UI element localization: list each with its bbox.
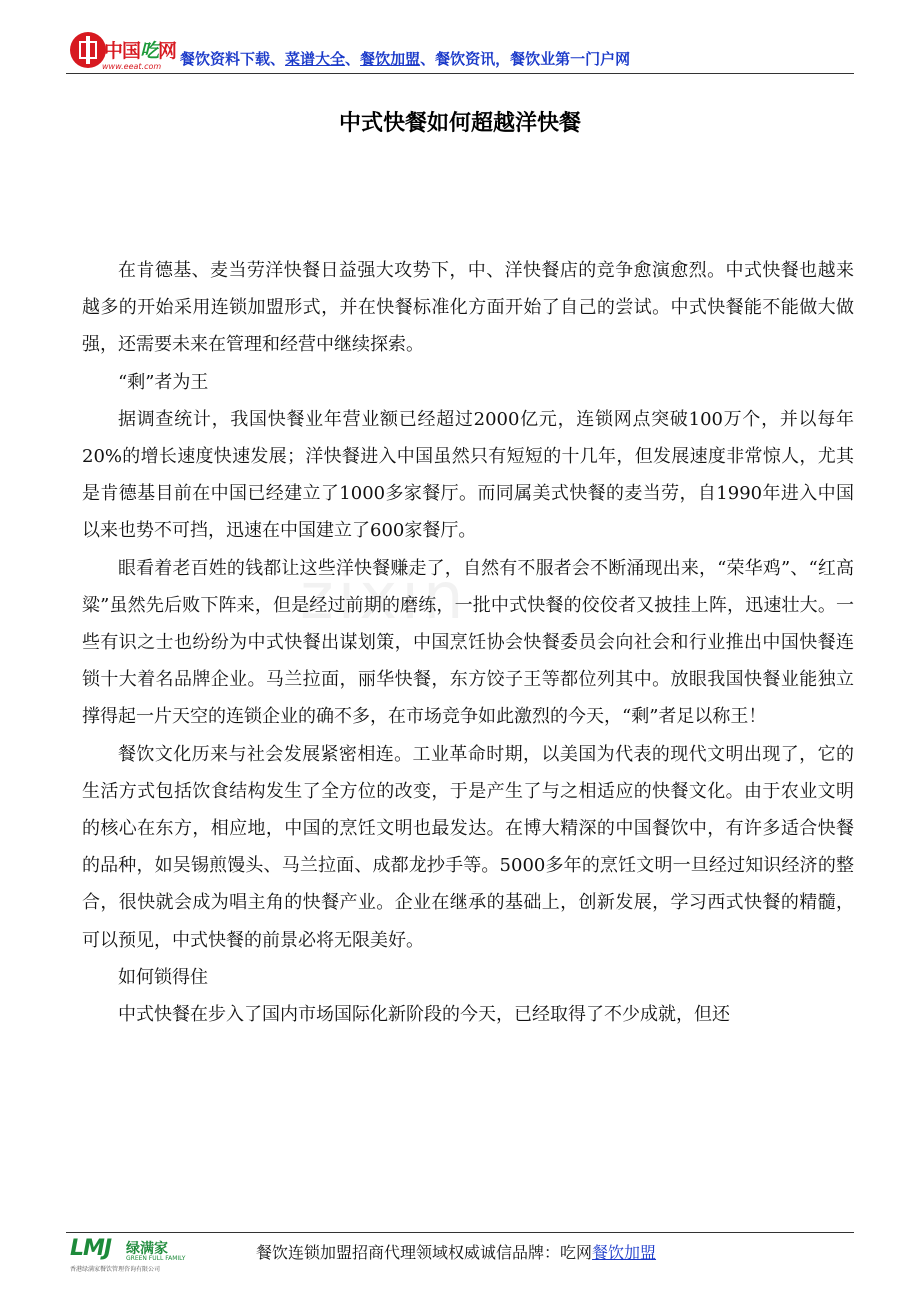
footer-logo-cn: 绿满家 bbox=[126, 1241, 168, 1257]
footer-logo-en: GREEN FULL FAMILY bbox=[126, 1255, 186, 1262]
footer-logo-company: 香港绿满家餐饮管理咨询有限公司 bbox=[70, 1266, 161, 1273]
footer-text bbox=[256, 1240, 656, 1263]
header-divider bbox=[66, 73, 854, 74]
footer-divider bbox=[66, 1232, 854, 1233]
footer-link-franchise[interactable]: 餐饮加盟 bbox=[592, 1243, 657, 1262]
document-title: 中式快餐如何超越洋快餐 bbox=[338, 111, 581, 136]
header-separator: 、 bbox=[345, 50, 361, 68]
header-nav-links bbox=[180, 48, 630, 69]
paragraph: 在肯德基、麦当劳洋快餐日益强大攻势下，中、洋快餐店的竞争愈演愈烈。中式快餐也越来越多的开始采用连锁加盟形式，并在快餐标准化方面开始了自己的尝试。中式快餐能不能做大做强，还需要未来在管理和经营中继续探索。 bbox=[82, 260, 854, 356]
section-heading: 如何锁得住 bbox=[118, 966, 208, 988]
header-link-recipes[interactable]: 菜谱大全 bbox=[285, 50, 346, 68]
paragraph: 餐饮文化历来与社会发展紧密相连。工业革命时期，以美国为代表的现代文明出现了，它的生活方式包括饮食结构发生了全方位的改变，于是产生了与之相适应的快餐文化。由于农业文明的核心在东方，相应地，中国的烹饪文明也最发达。在博大精深的中国餐饮中，有许多适合快餐的品种，如吴锡煎馒头、马兰拉面、成都龙抄手等。5000多年的烹饪文明一旦经过知识经济的整合，很快就会成为唱主角的快餐产业。企业在继承的基础上，创新发展，学习西式快餐的精髓，可以预见，中式快餐的前景必将无限美好。 bbox=[82, 743, 854, 951]
page-header bbox=[66, 24, 854, 74]
document-body bbox=[82, 252, 854, 1033]
section-heading: “剩”者为王 bbox=[118, 371, 209, 393]
paragraph: 中式快餐在步入了国内市场国际化新阶段的今天，已经取得了不少成就，但还 bbox=[118, 1004, 730, 1026]
footer-tagline: 餐饮连锁加盟招商代理领域权威诚信品牌：吃网 bbox=[256, 1243, 593, 1262]
header-link-franchise[interactable]: 餐饮加盟 bbox=[360, 50, 421, 68]
watermark: zixin bbox=[300, 560, 468, 634]
header-link[interactable]: 餐饮资料下载 bbox=[180, 50, 271, 68]
site-logo[interactable] bbox=[66, 30, 178, 74]
logo-wordmark: 中国吃网 bbox=[104, 40, 177, 62]
logo-url: www.eeat.com bbox=[102, 62, 162, 71]
header-tagline: 、餐饮资讯，餐饮业第一门户网 bbox=[420, 50, 631, 68]
logo-emblem-icon bbox=[70, 32, 106, 68]
paragraph: 眼看着老百姓的钱都让这些洋快餐赚走了，自然有不服者会不断涌现出来，“荣华鸡”、“红高粱”虽然先后败下阵来，但是经过前期的磨练，一批中式快餐的佼佼者又披挂上阵，迅速壮大。一些有识之士也纷纷为中式快餐出谋划策，中国烹饪协会快餐委员会向社会和行业推出中国快餐连锁十大着名品牌企业。马兰拉面，丽华快餐，东方饺子王等都位列其中。放眼我国快餐业能独立撑得起一片天空的连锁企业的确不多，在市场竞争如此激烈的今天，“剩”者足以称王！ bbox=[82, 557, 854, 728]
footer-logo-mark: LMJ bbox=[70, 1236, 112, 1261]
paragraph: 据调查统计，我国快餐业年营业额已经超过2000亿元，连锁网点突破100万个，并以每年20%的增长速度快速发展；洋快餐进入中国虽然只有短短的十几年，但发展速度非常惊人，尤其是肯德基目前在中国已经建立了1000多家餐厅。而同属美式快餐的麦当劳，自1990年进入中国以来也势不可挡，迅速在中国建立了600家餐厅。 bbox=[82, 408, 854, 542]
footer-logo bbox=[70, 1236, 210, 1276]
header-separator: 、 bbox=[270, 50, 286, 68]
